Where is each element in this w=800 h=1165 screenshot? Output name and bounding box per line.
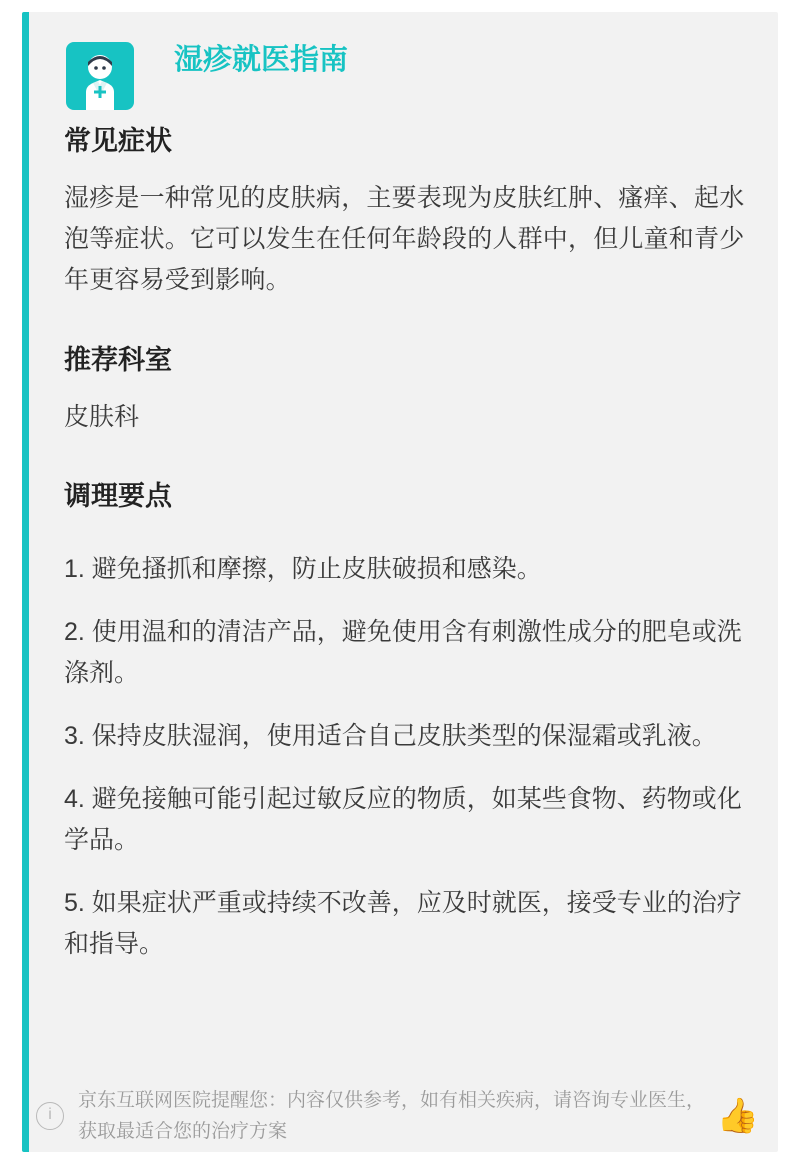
page-title: 湿疹就医指南 — [174, 44, 349, 76]
section-department — [64, 343, 750, 437]
thumbs-up-icon[interactable]: 👍 — [716, 1097, 760, 1135]
list-item: 3. 保持皮肤湿润，使用适合自己皮肤类型的保湿霜或乳液。 — [64, 722, 717, 750]
disclaimer-text: 京东互联网医院提醒您：内容仅供参考，如有相关疾病，请咨询专业医生，获取最适合您的治疗方案 — [78, 1090, 706, 1142]
section-symptoms — [64, 124, 750, 301]
guide-content — [64, 38, 750, 965]
section-department-text: 皮肤科 — [64, 403, 140, 431]
guide-card — [22, 12, 778, 1152]
list-item: 4. 避免接触可能引起过敏反应的物质，如某些食物、药物或化学品。 — [64, 785, 742, 854]
list-item: 2. 使用温和的清洁产品，避免使用含有刺激性成分的肥皂或洗涤剂。 — [64, 618, 742, 687]
section-symptoms-heading: 常见症状 — [64, 126, 172, 156]
tips-list — [64, 549, 750, 965]
section-symptoms-text: 湿疹是一种常见的皮肤病，主要表现为皮肤红肿、瘙痒、起水泡等症状。它可以发生在任何年龄段的人群中，但儿童和青少年更容易受到影响。 — [64, 184, 745, 294]
info-icon: i — [36, 1102, 64, 1130]
list-item: 5. 如果症状严重或持续不改善，应及时就医，接受专业的治疗和指导。 — [64, 889, 742, 958]
list-item: 1. 避免搔抓和摩擦，防止皮肤破损和感染。 — [64, 555, 542, 583]
section-tips — [64, 479, 750, 965]
footer-disclaimer-bar — [22, 1075, 778, 1157]
section-tips-heading: 调理要点 — [64, 481, 172, 511]
section-department-heading: 推荐科室 — [64, 345, 172, 375]
